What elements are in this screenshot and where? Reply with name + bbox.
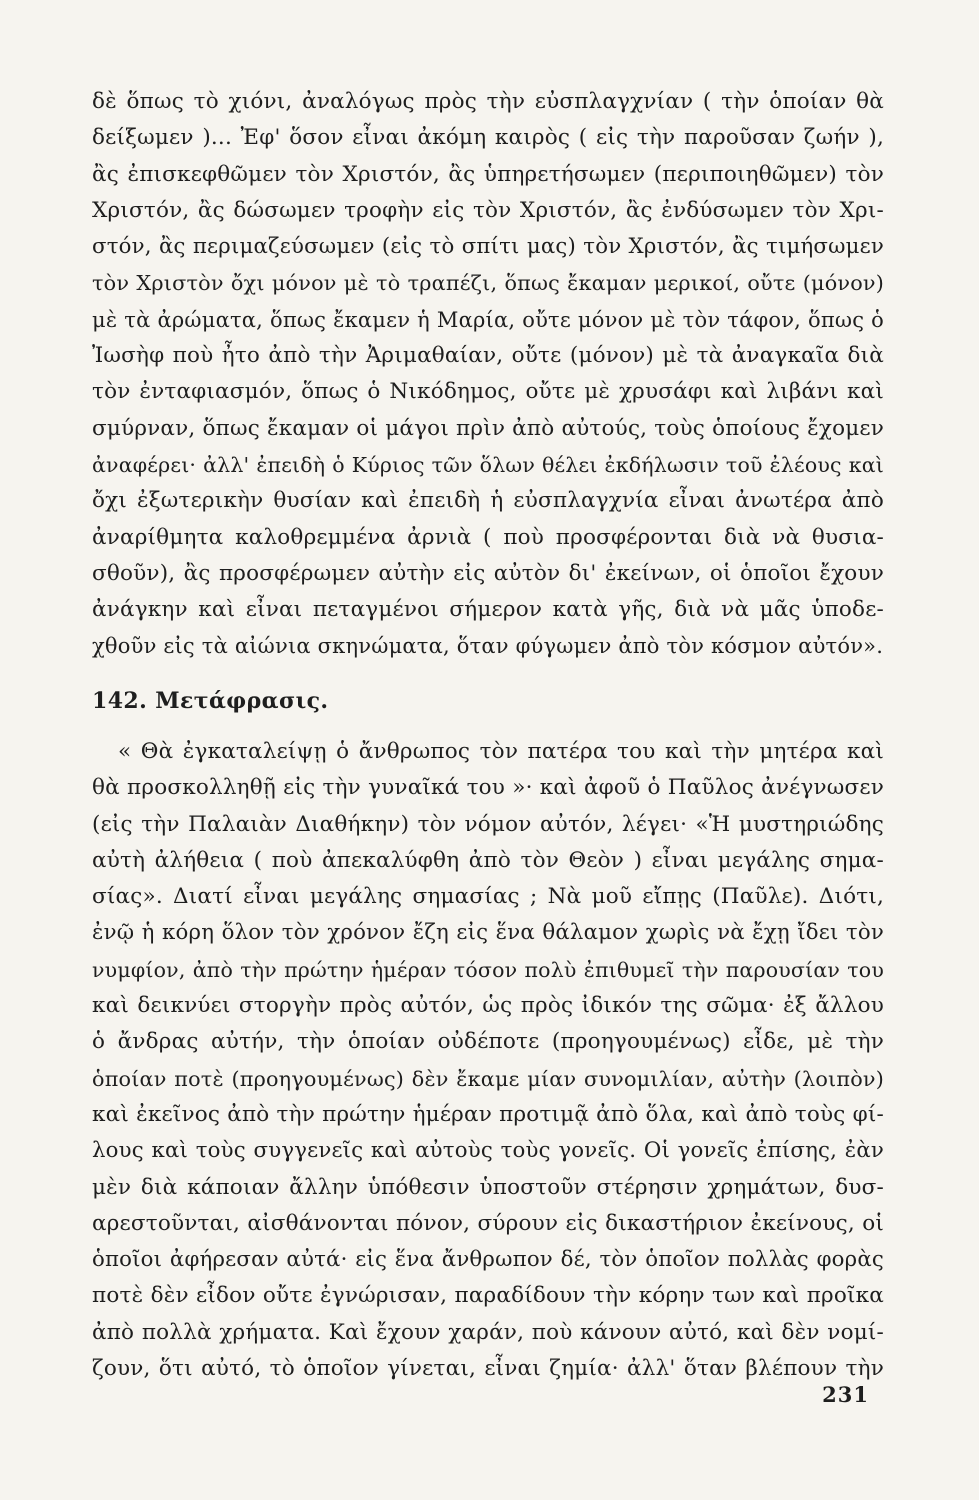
text-line: ἀνάγκην καὶ εἶναι πεταγμένοι σήμερον κατὰ γῆς, διὰ νὰ μᾶς ὑποδε- [92, 597, 884, 623]
page-number: 231 [822, 1382, 869, 1407]
text-line: λους καὶ τοὺς συγγενεῖς καὶ αὐτοὺς τοὺς γονεῖς. Οἱ γονεῖς ἐπίσης, ἐὰν [92, 1138, 884, 1164]
text-line: ἀπὸ πολλὰ χρήματα. Καὶ ἔχουν χαράν, ποὺ κάνουν αὐτό, καὶ δὲν νομί- [92, 1319, 884, 1345]
text-line: « Θὰ ἐγκαταλείψῃ ὁ ἄνθρωπος τὸν πατέρα του καὶ τὴν μητέρα καὶ [118, 739, 884, 764]
text-line: δείξωμεν )... Ἐφ' ὅσον εἶναι ἀκόμη καιρὸς ( εἰς τὴν παροῦσαν ζωήν ), [92, 125, 884, 151]
text-line: ὁποίαν ποτὲ (προηγουμένως) δὲν ἔκαμε μίαν συνομιλίαν, αὐτὴν (λοιπὸν) [92, 1066, 884, 1091]
text-line: μὲν διὰ κάποιαν ἄλλην ὑπόθεσιν ὑποστοῦν στέρησιν χρημάτων, δυσ- [92, 1174, 884, 1200]
text-line: ὁ ἄνδρας αὐτήν, τὴν ὁποίαν οὐδέποτε (προηγουμένως) εἶδε, μὲ τὴν [92, 1029, 884, 1055]
text-line: ἀναφέρει· ἀλλ' ἐπειδὴ ὁ Κύριος τῶν ὅλων θέλει ἐκδήλωσιν τοῦ ἐλέους καὶ [92, 452, 884, 477]
text-line: σθοῦν), ἂς προσφέρωμεν αὐτὴν εἰς αὐτὸν δι' ἐκείνων, οἱ ὁποῖοι ἔχουν [92, 560, 884, 586]
text-line: θὰ προσκολληθῇ εἰς τὴν γυναῖκά του »· καὶ ἀφοῦ ὁ Παῦλος ἀνέγνωσεν [92, 775, 884, 801]
text-line: δὲ ὅπως τὸ χιόνι, ἀναλόγως πρὸς τὴν εὐσπλαγχνίαν ( τὴν ὁποίαν θὰ [92, 89, 884, 114]
text-line: (εἰς τὴν Παλαιὰν Διαθήκην) τὸν νόμον αὐτόν, λέγει· «Ἡ μυστηριώδης [92, 811, 884, 837]
text-line: ὁποῖοι ἀφήρεσαν αὐτά· εἰς ἕνα ἄνθρωπον δέ, τὸν ὁποῖον πολλὰς φορὰς [92, 1247, 884, 1273]
text-line: σμύρναν, ὅπως ἔκαμαν οἱ μάγοι πρὶν ἀπὸ αὐτούς, τοὺς ὁποίους ἔχομεν [92, 415, 884, 441]
text-line: τὸν ἐνταφιασμόν, ὅπως ὁ Νικόδημος, οὔτε μὲ χρυσάφι καὶ λιβάνι καὶ [92, 379, 884, 405]
text-line: Χριστόν, ἂς δώσωμεν τροφὴν εἰς τὸν Χριστόν, ἂς ἐνδύσωμεν τὸν Χρι- [92, 197, 884, 223]
text-line: ποτὲ δὲν εἶδον οὔτε ἐγνώρισαν, παραδίδουν τὴν κόρην των καὶ προῖκα [92, 1283, 884, 1309]
section-heading: 142. Μετάφρασις. [92, 688, 329, 714]
text-line: νυμφίον, ἀπὸ τὴν πρώτην ἡμέραν τόσον πολὺ ἐπιθυμεῖ τὴν παρουσίαν του [92, 957, 884, 982]
paragraph-main [92, 734, 884, 1387]
text-line: μὲ τὰ ἀρώματα, ὅπως ἔκαμεν ἡ Μαρία, οὔτε μόνον μὲ τὸν τάφον, ὅπως ὁ [92, 307, 884, 332]
text-line: καὶ ἐκεῖνος ἀπὸ τὴν πρώτην ἡμέραν προτιμᾷ ἀπὸ ὅλα, καὶ ἀπὸ τοὺς φί- [92, 1101, 884, 1127]
text-line: αρεστοῦνται, αἰσθάνονται πόνον, σύρουν εἰς δικαστήριον ἐκείνους, οἱ [92, 1210, 884, 1236]
text-line: ζουν, ὅτι αὐτό, τὸ ὁποῖον γίνεται, εἶναι ζημία· ἀλλ' ὅταν βλέπουν τὴν [92, 1356, 884, 1382]
text-line: χθοῦν εἰς τὰ αἰώνια σκηνώματα, ὅταν φύγωμεν ἀπὸ τὸν κόσμον αὐτόν». [92, 634, 884, 659]
text-line: Ἰωσὴφ ποὺ ἦτο ἀπὸ τὴν Ἀριμαθαίαν, οὔτε (μόνον) μὲ τὰ ἀναγκαῖα διὰ [92, 343, 884, 369]
text-line: ὄχι ἐξωτερικὴν θυσίαν καὶ ἐπειδὴ ἡ εὐσπλαγχνία εἶναι ἀνωτέρα ἀπὸ [92, 488, 884, 514]
text-line: στόν, ἂς περιμαζεύσωμεν (εἰς τὸ σπίτι μας) τὸν Χριστόν, ἂς τιμήσωμεν [92, 234, 884, 260]
text-line: ἐνῷ ἡ κόρη ὅλον τὸν χρόνον ἔζη εἰς ἕνα θάλαμον χωρὶς νὰ ἔχῃ ἴδει τὸν [92, 920, 884, 946]
text-line: ἂς ἐπισκεφθῶμεν τὸν Χριστόν, ἂς ὑπηρετήσωμεν (περιποιηθῶμεν) τὸν [92, 161, 884, 187]
text-line: καὶ δεικνύει στοργὴν πρὸς αὐτόν, ὡς πρὸς ἰδικόν της σῶμα· ἐξ ἄλλου [92, 993, 884, 1019]
text-line: ἀναρίθμητα καλοθρεμμένα ἀρνιὰ ( ποὺ προσφέρονται διὰ νὰ θυσια- [92, 524, 884, 550]
text-line: σίας». Διατί εἶναι μεγάλης σημασίας ; Νὰ μοῦ εἴπῃς (Παῦλε). Διότι, [92, 884, 884, 910]
text-line: αὐτὴ ἀλήθεια ( ποὺ ἀπεκαλύφθη ἀπὸ τὸν Θεὸν ) εἶναι μεγάλης σημα- [92, 847, 884, 873]
text-line: τὸν Χριστὸν ὄχι μόνον μὲ τὸ τραπέζι, ὅπως ἔκαμαν μερικοί, οὔτε (μόνον) [92, 271, 884, 296]
paragraph-continuation [92, 84, 884, 665]
